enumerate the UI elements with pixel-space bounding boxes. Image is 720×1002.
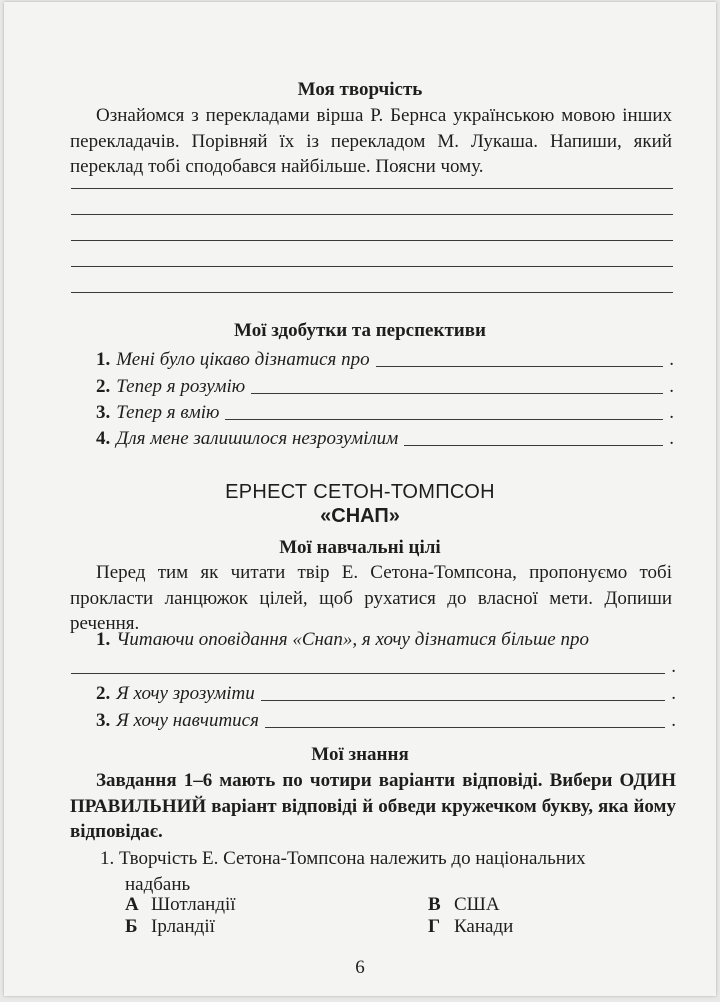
answer-option-v[interactable] bbox=[428, 894, 500, 916]
instruction-part: варіант відповіді й обведи кружечком букву, яка йому відповідає. bbox=[70, 795, 676, 842]
work-title: «СНАП» bbox=[320, 505, 400, 527]
option-letter[interactable]: Б bbox=[125, 916, 138, 937]
question-1 bbox=[100, 846, 676, 897]
goal-item bbox=[96, 629, 676, 651]
answer-option-b[interactable] bbox=[125, 916, 215, 938]
section-heading-achievements: Мої здобутки та перспективи bbox=[234, 320, 486, 341]
achievement-item bbox=[96, 401, 674, 424]
option-letter[interactable]: А bbox=[125, 894, 139, 915]
achievement-item bbox=[96, 348, 674, 371]
item-period: . bbox=[669, 376, 674, 397]
goal-item-continuation bbox=[71, 655, 676, 678]
item-prompt: Я хочу зрозуміти bbox=[116, 683, 255, 704]
item-period: . bbox=[671, 710, 676, 731]
question-text: Творчість Е. Сетона-Томпсона належить до національних bbox=[119, 848, 586, 869]
workbook-page bbox=[4, 2, 716, 996]
instruction-emphasis: ОДИН ПРАВИЛЬНИЙ bbox=[70, 770, 676, 817]
item-number: 1. bbox=[96, 349, 111, 370]
fill-in-line[interactable] bbox=[265, 709, 665, 728]
item-number: 4. bbox=[96, 428, 111, 449]
fill-in-line[interactable] bbox=[225, 401, 663, 420]
fill-in-line[interactable] bbox=[251, 375, 663, 394]
goal-item bbox=[96, 682, 676, 705]
answer-option-a[interactable] bbox=[125, 894, 236, 916]
item-prompt: Для мене залишилося незрозумілим bbox=[116, 428, 399, 449]
question-number: 1. bbox=[100, 848, 115, 869]
option-text: США bbox=[454, 894, 500, 915]
answer-line[interactable] bbox=[71, 214, 673, 215]
option-letter[interactable]: В bbox=[428, 894, 441, 915]
item-prompt: Я хочу навчитися bbox=[116, 710, 259, 731]
item-number: 3. bbox=[96, 710, 111, 731]
item-period: . bbox=[669, 402, 674, 423]
section-heading-knowledge: Мої знання bbox=[311, 744, 409, 765]
fill-in-line[interactable] bbox=[376, 348, 664, 367]
creativity-task-paragraph bbox=[70, 103, 672, 180]
item-period: . bbox=[671, 656, 676, 677]
item-number: 2. bbox=[96, 683, 111, 704]
creativity-task-text: Ознайомся з перекладами вірша Р. Бернса українською мовою інших перекладачів. Порівняй їх із перекладом М. Лукаша. Напиши, який переклад тобі сподобався найбільше. Поясни чому. bbox=[70, 105, 672, 177]
item-period: . bbox=[669, 428, 674, 449]
fill-in-line[interactable] bbox=[404, 427, 663, 446]
fill-in-line[interactable] bbox=[261, 682, 666, 701]
item-prompt: Мені було цікаво дізнатися про bbox=[116, 349, 370, 370]
option-text: Канади bbox=[454, 916, 514, 937]
answer-line[interactable] bbox=[71, 188, 673, 189]
item-prompt: Тепер я розумію bbox=[116, 376, 246, 397]
option-letter[interactable]: Г bbox=[428, 916, 441, 937]
answer-line[interactable] bbox=[71, 266, 673, 267]
option-text: Ірландії bbox=[151, 916, 215, 937]
answer-line[interactable] bbox=[71, 240, 673, 241]
answer-option-h[interactable] bbox=[428, 916, 513, 938]
test-instruction bbox=[70, 768, 676, 845]
achievement-item bbox=[96, 427, 674, 450]
fill-in-line[interactable] bbox=[71, 655, 665, 674]
item-number: 2. bbox=[96, 376, 111, 397]
goal-item bbox=[96, 709, 676, 732]
item-period: . bbox=[671, 683, 676, 704]
item-number: 3. bbox=[96, 402, 111, 423]
section-heading-creativity: Моя творчість bbox=[297, 79, 423, 100]
item-prompt: Тепер я вмію bbox=[116, 402, 220, 423]
item-number: 1. bbox=[96, 629, 111, 650]
item-prompt: Читаючи оповідання «Снап», я хочу дізнатися більше про bbox=[116, 629, 589, 650]
answer-line[interactable] bbox=[71, 292, 673, 293]
goals-text: Перед тим як читати твір Е. Сетона-Томпсона, пропонуємо тобі прокласти ланцюжок цілей, щоб рухатися до власної мети. Допиши речення. bbox=[70, 562, 672, 634]
page-number: 6 bbox=[355, 957, 365, 978]
question-text-continued: надбань bbox=[125, 873, 191, 895]
item-period: . bbox=[669, 349, 674, 370]
achievement-item bbox=[96, 375, 674, 398]
work-author: ЕРНЕСТ СЕТОН-ТОМПСОН bbox=[225, 481, 495, 503]
goals-paragraph bbox=[70, 560, 672, 637]
option-text: Шотландії bbox=[151, 894, 236, 915]
instruction-part: Завдання 1–6 мають по чотири варіанти відповіді. Вибери bbox=[96, 770, 620, 791]
section-heading-goals: Мої навчальні цілі bbox=[279, 537, 441, 558]
